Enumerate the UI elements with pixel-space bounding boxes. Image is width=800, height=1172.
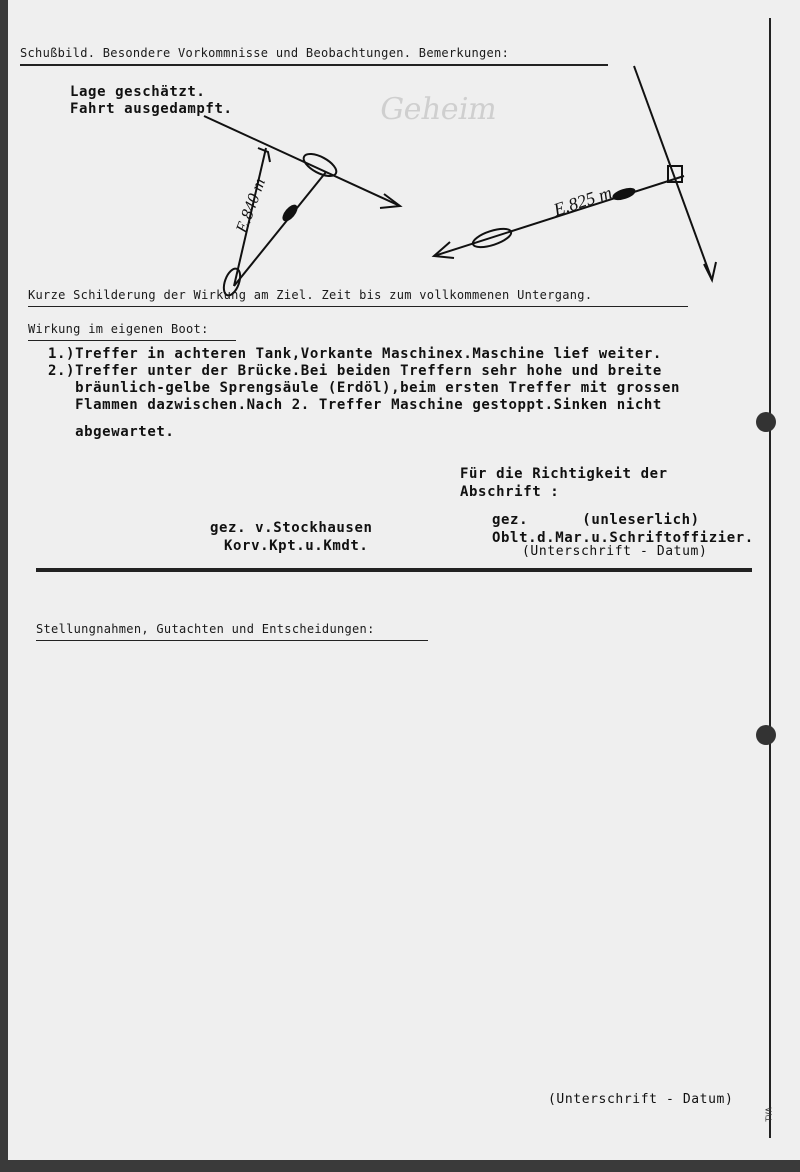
section-title-wirkung-boot: Wirkung im eigenen Boot: [28,322,209,336]
section-two-underline [28,306,688,307]
right-diagram [434,66,716,280]
report-line-1: 1.)Treffer in achteren Tank,Vorkante Maschinex.Maschine lief weiter. [48,346,662,362]
signature-right-line-1: gez. (unleserlich) [492,512,700,528]
note-line-1: Lage geschätzt. [70,84,206,100]
report-line-3: bräunlich-gelbe Sprengsäule (Erdöl),beim ersten Treffer mit grossen [48,380,681,396]
right-torpedo-icon [612,187,635,201]
bottom-signature-caption: (Unterschrift - Datum) [548,1092,734,1107]
left-torpedo-icon [281,204,299,223]
section-title-wirkung-ziel: Kurze Schilderung der Wirkung am Ziel. Zeit bis zum vollkommenen Untergang. [28,288,593,302]
left-range-label: E.840 m [231,175,270,236]
document-page [8,0,800,1160]
report-line-4: Flammen dazwischen.Nach 2. Treffer Maschine gestoppt.Sinken nicht [48,397,662,413]
bleed-through-text: Geheim [376,92,500,127]
punch-hole-bottom [756,725,776,745]
left-target-ship-icon [300,149,339,180]
signature-left-line-1: gez. v.Stockhausen [210,520,373,536]
section-title-schussbild: Schußbild. Besondere Vorkommnisse und Beobachtungen. Bemerkungen: [20,46,510,60]
certification-line-1: Für die Richtigkeit der [460,466,668,482]
report-line-5: abgewartet. [48,424,175,440]
signature-right-line-2: Oblt.d.Mar.u.Schriftoffizier. [492,530,754,546]
report-line-2: 2.)Treffer unter der Brücke.Bei beiden Treffern sehr hohe und breite [48,363,662,379]
right-range-label: E.825 m [551,182,615,220]
section-title-stellungnahmen: Stellungnahmen, Gutachten und Entscheidungen: [36,622,375,636]
left-target-course-line [204,116,400,206]
signature-left-line-2: Korv.Kpt.u.Kmdt. [224,538,369,554]
section-three-underline [28,340,236,341]
certification-line-2: Abschrift : [460,484,560,500]
margin-stamp: TVA [764,1107,774,1122]
punch-hole-top [756,412,776,432]
section-four-underline [36,640,428,641]
signature-right-caption: (Unterschrift - Datum) [522,544,708,559]
firing-diagram [8,0,800,320]
divider-rule [36,568,752,572]
left-diagram [204,116,400,298]
right-target-course-line [634,66,712,280]
note-line-2: Fahrt ausgedampft. [70,101,233,117]
